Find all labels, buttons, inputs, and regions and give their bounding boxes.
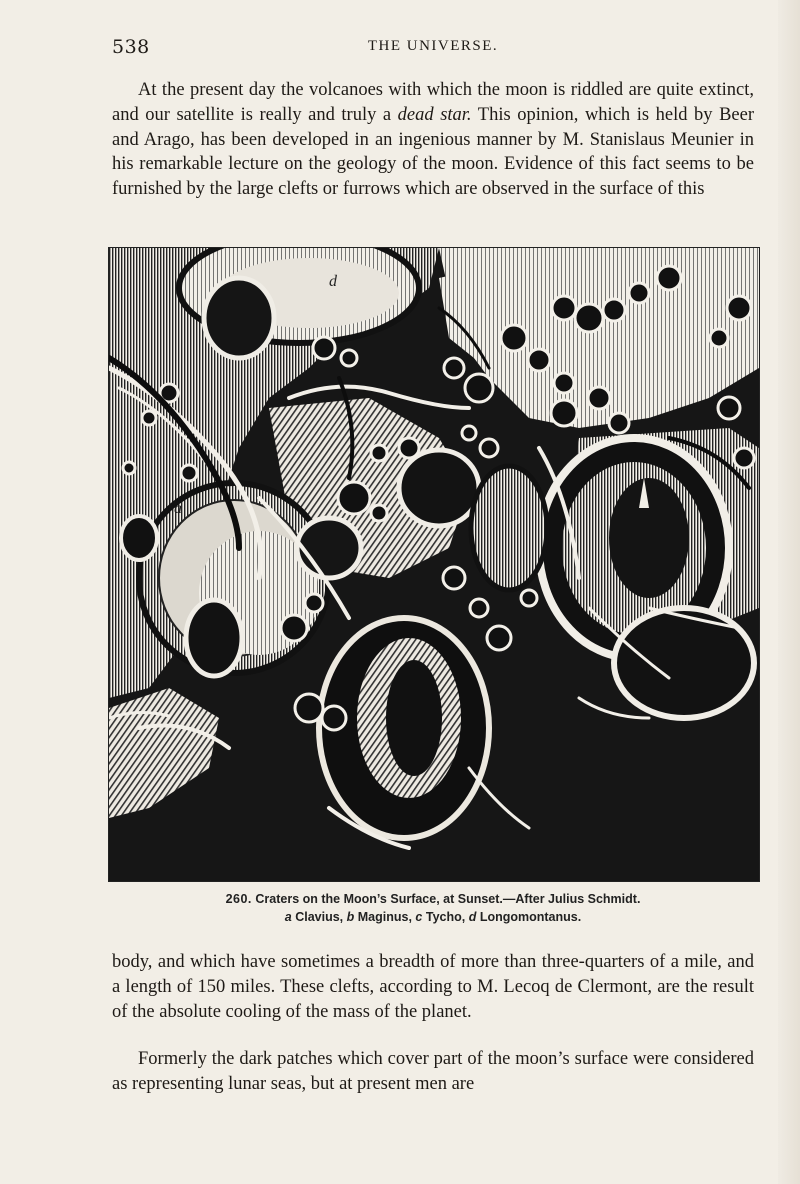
key-d-name: Longomontanus. bbox=[479, 910, 582, 924]
paragraph-1-start: At the present day the volcanoes with which the moon is riddled are quite extinct, and our satellite is really and truly a bbox=[112, 80, 754, 125]
key-a-letter: a bbox=[284, 910, 292, 924]
key-a-name: Clavius, bbox=[295, 910, 344, 924]
figure-number: 260. bbox=[225, 892, 252, 906]
key-d-letter: d bbox=[468, 910, 477, 924]
paragraph-2-text: body, and which have sometimes a breadth of more than three-quarters of a mile, and a length of 150 miles. These clefts, according to M. Lecoq de Clermont, are the result of the absolute cooling of the mass of the planet. bbox=[112, 952, 754, 1022]
key-b-name: Maginus, bbox=[357, 910, 412, 924]
key-c-letter: c bbox=[415, 910, 423, 924]
paragraph-1-emphasis: dead star. bbox=[397, 104, 472, 125]
key-b-letter: b bbox=[346, 910, 355, 924]
running-head: THE UNIVERSE. bbox=[367, 38, 499, 54]
key-c-name: Tycho, bbox=[425, 910, 466, 924]
engraving-illustration bbox=[109, 248, 759, 881]
paragraph-3-text: Formerly the dark patches which cover part of the moon’s surface were considered as representing lunar seas, but at present men are bbox=[112, 1049, 754, 1094]
page-edge-shadow bbox=[778, 0, 800, 1184]
page-header bbox=[112, 36, 754, 64]
label-longomontanus: d bbox=[329, 273, 337, 290]
label-clavius: a bbox=[174, 500, 182, 517]
paragraph-3 bbox=[112, 1047, 754, 1097]
paragraph-2 bbox=[112, 950, 754, 1024]
page-number: 538 bbox=[112, 36, 150, 58]
figure-caption-text: Craters on the Moon’s Surface, at Sunset.—After Julius Schmidt. bbox=[255, 892, 641, 906]
figure-caption bbox=[112, 892, 754, 906]
figure-key bbox=[112, 910, 754, 924]
paragraph-1-end: This opinion, which is held by Beer and Arago, has been developed in an ingenious manner by M. Stanislaus Meunier in his remarkable lecture on the geology of the moon. Evidence of this fact seems to be furnished by the large clefts or furrows which are observed in the surface of this bbox=[112, 104, 754, 200]
paragraph-1 bbox=[112, 78, 754, 202]
lunar-craters-engraving bbox=[108, 247, 760, 882]
